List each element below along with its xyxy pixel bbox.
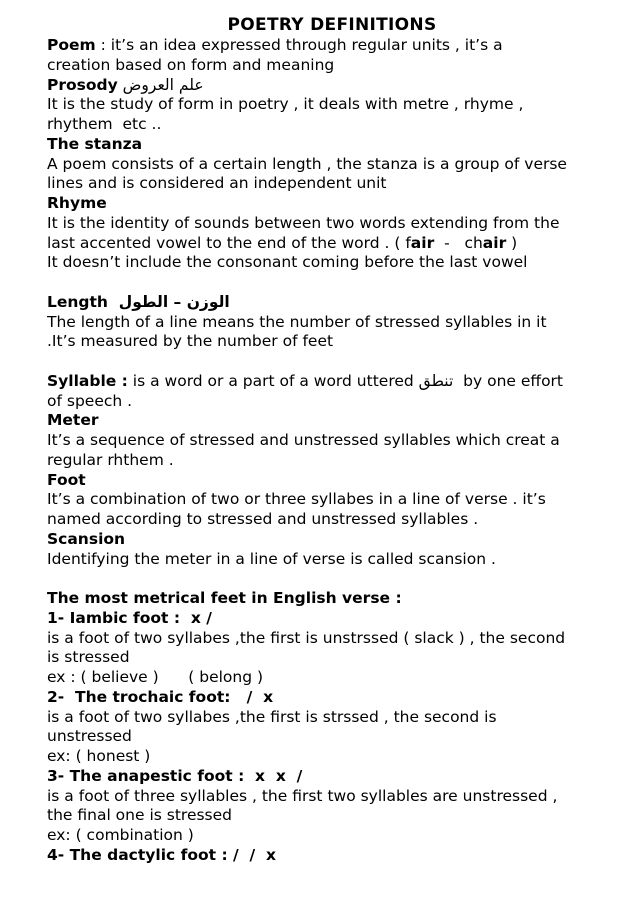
poem-def-line1: : it’s an idea expressed through regular units , it’s a (95, 36, 503, 54)
scansion-term: Scansion (47, 529, 126, 548)
meter-def-line2: regular rhthem . (47, 450, 174, 469)
rhyme-def-line1: It is the identity of sounds between two words extending from the (47, 213, 560, 232)
length-def-line2: .It’s measured by the number of feet (47, 332, 334, 351)
syllable-definition (47, 372, 607, 392)
anapestic-example: ex: ( combination ) (47, 826, 194, 844)
prosody-term: Prosody (47, 75, 118, 94)
prosody-def-line2: rhythem etc .. (47, 115, 162, 133)
document-page (47, 14, 607, 866)
syllable-def-b: by one effort (453, 371, 564, 390)
rhyme-line2-c: - ch (434, 233, 483, 252)
trochaic-def-line1: is a foot of two syllabes ,the first is strssed , the second is (47, 707, 497, 726)
prosody-arabic: علم العروض (117, 75, 204, 94)
rhyme-def-line2 (47, 234, 607, 254)
stanza-def-line1: A poem consists of a certain length , the stanza is a group of verse (47, 154, 567, 173)
rhyme-line2-a: last accented vowel to the end of the word . ( f (47, 233, 411, 252)
rhyme-line2-b: air (410, 233, 435, 252)
poem-definition (47, 36, 607, 56)
page-title: POETRY DEFINITIONS (227, 15, 437, 35)
spacer (47, 352, 607, 372)
rhyme-line2-e: ) (506, 233, 518, 252)
length-def-line1: The length of a line means the number of stressed syllables in it (47, 312, 547, 331)
iambic-def-line2: is stressed (47, 648, 130, 667)
foot-def-line1: It’s a combination of two or three syllabes in a line of verse . it’s (47, 490, 546, 509)
meter-term: Meter (47, 411, 99, 430)
poem-term: Poem (47, 36, 96, 54)
rhyme-def-line3: It doesn’t include the consonant coming before the last vowel (47, 253, 528, 272)
stanza-def-line2: lines and is considered an independent unit (47, 174, 387, 193)
iambic-heading: 1- Iambic foot : x / (47, 608, 212, 627)
foot-def-line2: named according to stressed and unstressed syllables . (47, 510, 479, 528)
rhyme-line2-d: air (482, 233, 507, 252)
anapestic-def-line1: is a foot of three syllables , the first two syllables are unstressed , (47, 786, 558, 805)
syllable-term: Syllable : (47, 371, 128, 390)
prosody-heading (47, 76, 607, 96)
syllable-arabic: تنطق (418, 371, 454, 390)
trochaic-example: ex: ( honest ) (47, 747, 151, 765)
dactylic-heading: 4- The dactylic foot : / / x (47, 845, 276, 864)
stanza-term: The stanza (47, 134, 143, 153)
anapestic-def-line2: the final one is stressed (47, 806, 233, 825)
rhyme-term: Rhyme (47, 194, 107, 212)
poem-def-line2: creation based on form and meaning (47, 55, 335, 74)
iambic-def-line1: is a foot of two syllabes ,the first is unstrssed ( slack ) , the second (47, 628, 566, 647)
feet-heading: The most metrical feet in English verse : (47, 589, 402, 607)
spacer (47, 569, 607, 589)
trochaic-heading: 2- The trochaic foot: / x (47, 687, 274, 706)
iambic-example: ex : ( believe ) ( belong ) (47, 668, 264, 686)
length-arabic: الوزن – الطول (107, 292, 230, 311)
length-term: Length (47, 292, 108, 311)
meter-def-line1: It’s a sequence of stressed and unstressed syllables which creat a (47, 431, 560, 449)
scansion-def-line1: Identifying the meter in a line of verse is called scansion . (47, 549, 496, 568)
foot-term: Foot (47, 470, 86, 489)
length-heading (47, 293, 607, 313)
syllable-def-line2: of speech . (47, 391, 133, 410)
prosody-def-line1: It is the study of form in poetry , it deals with metre , rhyme , (47, 95, 524, 114)
anapestic-heading: 3- The anapestic foot : x x / (47, 766, 303, 785)
syllable-def-a: is a word or a part of a word uttered (127, 371, 419, 390)
spacer (47, 273, 607, 293)
trochaic-def-line2: unstressed (47, 727, 132, 746)
